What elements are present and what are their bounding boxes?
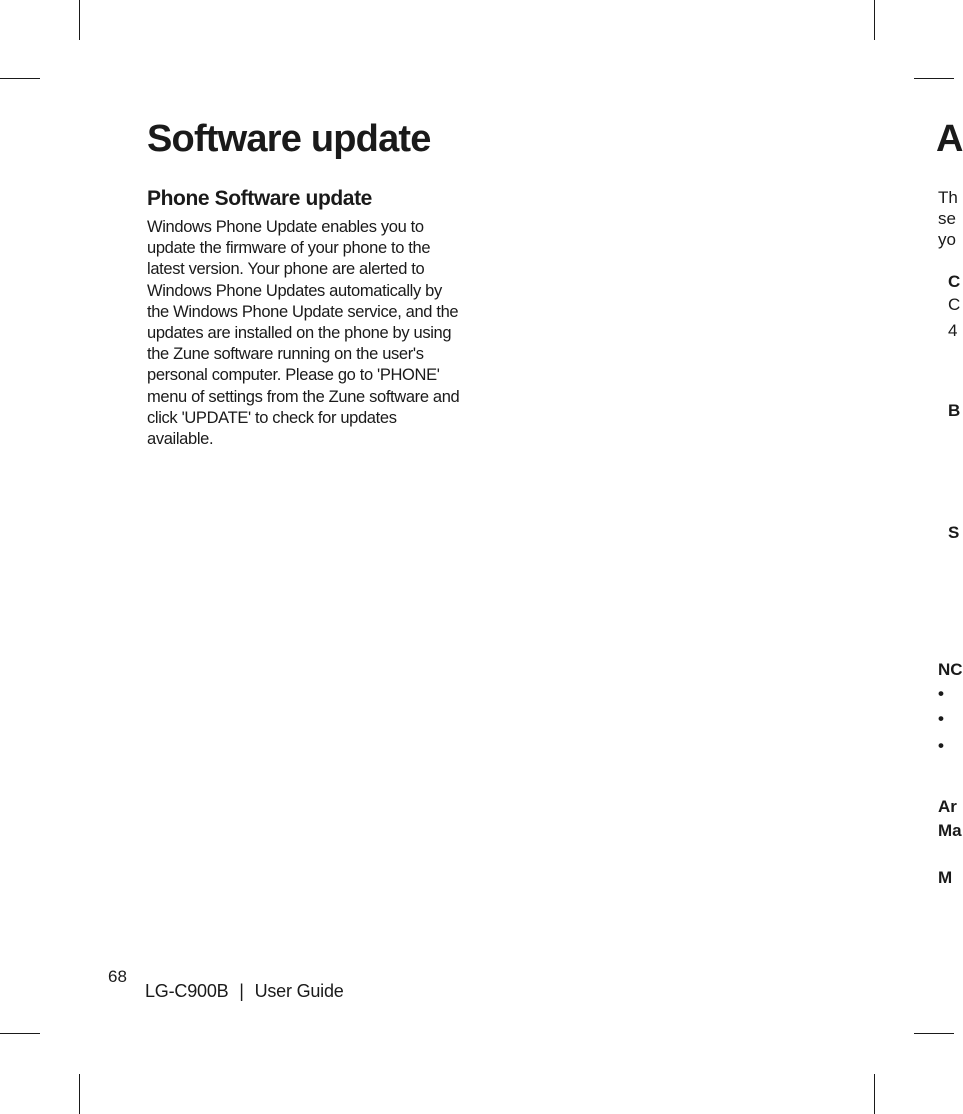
adjacent-page-fragment: NC [938,660,963,679]
adjacent-page-bullet: • [938,736,944,755]
crop-mark-top-left-horizontal [0,78,40,79]
footer [145,981,344,1002]
crop-mark-bottom-right-horizontal [914,1033,954,1034]
adjacent-page-fragment: C [948,272,961,291]
adjacent-page-title-fragment: A [936,118,963,160]
adjacent-page-fragment: 4 [948,321,958,340]
adjacent-page-fragment: se [938,209,956,228]
adjacent-page-bullet: • [938,709,944,728]
adjacent-page-fragment: Ar [938,797,957,816]
crop-mark-top-left-vertical [79,0,80,40]
footer-model: LG-C900B [145,981,229,1001]
crop-mark-bottom-right-vertical [874,1074,875,1114]
section-heading: Phone Software update [147,187,372,210]
adjacent-page-fragment: S [948,523,960,542]
crop-mark-top-right-horizontal [914,78,954,79]
adjacent-page-bullet: • [938,684,944,703]
adjacent-page-fragment: B [948,401,961,420]
adjacent-page-fragment: yo [938,230,956,249]
adjacent-page-fragment: C [948,295,961,314]
crop-mark-top-right-vertical [874,0,875,40]
crop-mark-bottom-left-vertical [79,1074,80,1114]
adjacent-page-fragment: Ma [938,821,962,840]
footer-guide: User Guide [254,981,344,1001]
page-title: Software update [147,118,431,160]
adjacent-page-fragment: Th [938,188,958,207]
crop-mark-bottom-left-horizontal [0,1033,40,1034]
adjacent-page-fragment: M [938,868,953,887]
page-number: 68 [108,967,127,986]
footer-separator: | [239,981,244,1001]
section-body-text: Windows Phone Update enables you to update the firmware of your phone to the latest version. Your phone are alerted to Windows Phone Updates automatically by the Windows Phone Update service, and the updates are installed on the phone by using the Zune software running on the user's personal computer. Please go to 'PHONE' menu of settings from the Zune software and click 'UPDATE' to check for updates available. [147,218,460,449]
